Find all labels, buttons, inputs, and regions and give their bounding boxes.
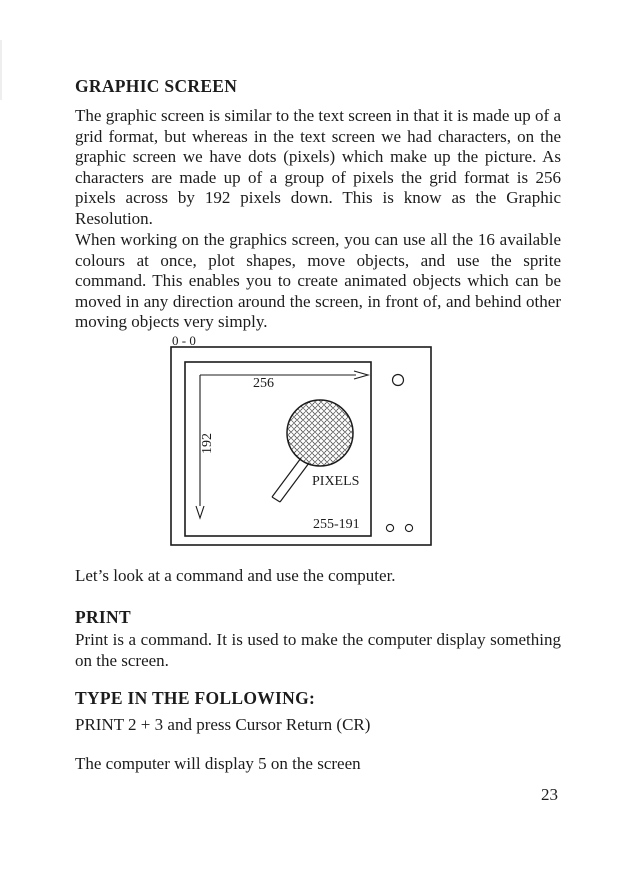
graphic-screen-paragraph-2: When working on the graphics screen, you can use all the 16 available colours at once, plot shapes, move objects, and use the sprite command. This enables you to create animated objects which can be moved in any direction around the screen, in front of, and behind other moving objects very simply. [75,230,561,332]
graphic-screen-heading: GRAPHIC SCREEN [75,76,238,96]
monitor-knob-left [386,524,393,531]
corner-label: 255-191 [313,517,360,532]
intro-line: Let’s look at a command and use the computer. [75,566,396,585]
width-arrowhead [354,371,368,379]
origin-label: 0 - 0 [172,333,196,348]
print-heading: PRINT [75,607,131,627]
pixels-label: PIXELS [312,474,360,489]
graphic-screen-paragraph-1: The graphic screen is similar to the text screen in that it is made up of a grid format, but whereas in the text screen we had characters, on the graphic screen we have dots (pixels) which make up the picture. As characters are made up of a group of pixels the grid format is 256 pixels across by 192 pixels down. This is know as the Graphic Resolution. [75,106,561,228]
page-edge-mark [0,40,2,100]
page-number: 23 [541,785,558,804]
result-line: The computer will display 5 on the screen [75,754,361,773]
print-paragraph: Print is a command. It is used to make the computer display something on the screen. [75,630,561,670]
monitor-knob-right [405,524,412,531]
graphic-screen-diagram [168,330,438,555]
print-command-line: PRINT 2 + 3 and press Cursor Return (CR) [75,715,371,734]
width-label: 256 [253,376,274,391]
type-in-heading: TYPE IN THE FOLLOWING: [75,688,316,708]
height-arrowhead [196,506,204,518]
height-label: 192 [200,433,215,454]
monitor-knob-top [393,375,404,386]
